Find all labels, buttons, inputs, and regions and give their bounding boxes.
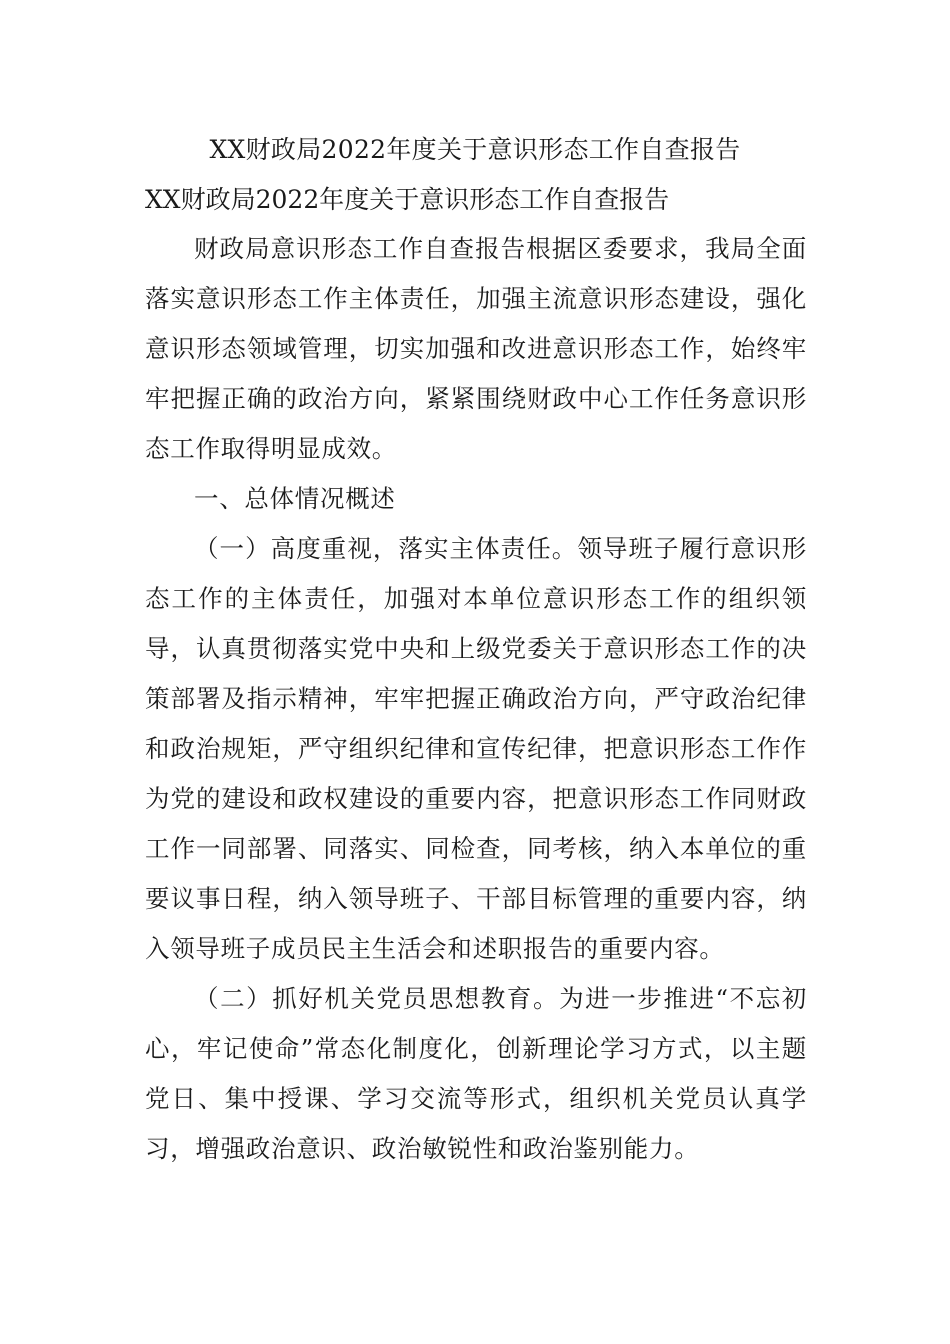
document-subtitle: XX财政局2022年度关于意识形态工作自查报告 [145,185,670,214]
document-title: XX财政局2022年度关于意识形态工作自查报告 [209,135,741,164]
paragraph-responsibility: （一）高度重视，落实主体责任。领导班子履行意识形态工作的主体责任，加强对本单位意识形态工作的组织领导，认真贯彻落实党中央和上级党委关于意识形态工作的决策部署及指示精神，牢牢把握正确政治方向，严守政治纪律和政治规矩，严守组织纪律和宣传纪律，把意识形态工作作为党的建设和政权建设的重要内容，把意识形态工作同财政工作一同部署、同落实、同检查，同考核，纳入本单位的重要议事日程，纳入领导班子、干部目标管理的重要内容，纳入领导班子成员民主生活会和述职报告的重要内容。 [145,534,807,963]
paragraph-education: （二）抓好机关党员思想教育。为进一步推进“不忘初心，牢记使命”常态化制度化，创新理论学习方式，以主题党日、集中授课、学习交流等形式，组织机关党员认真学习，增强政治意识、政治敏锐性和政治鉴别能力。 [145,984,807,1163]
section-heading-overview: 一、总体情况概述 [194,484,396,513]
paragraph-intro: 财政局意识形态工作自查报告根据区委要求，我局全面落实意识形态工作主体责任，加强主流意识形态建设，强化意识形态领域管理，切实加强和改进意识形态工作，始终牢牢把握正确的政治方向，紧紧围绕财政中心工作任务意识形态工作取得明显成效。 [145,234,807,463]
document-body [145,224,807,1174]
